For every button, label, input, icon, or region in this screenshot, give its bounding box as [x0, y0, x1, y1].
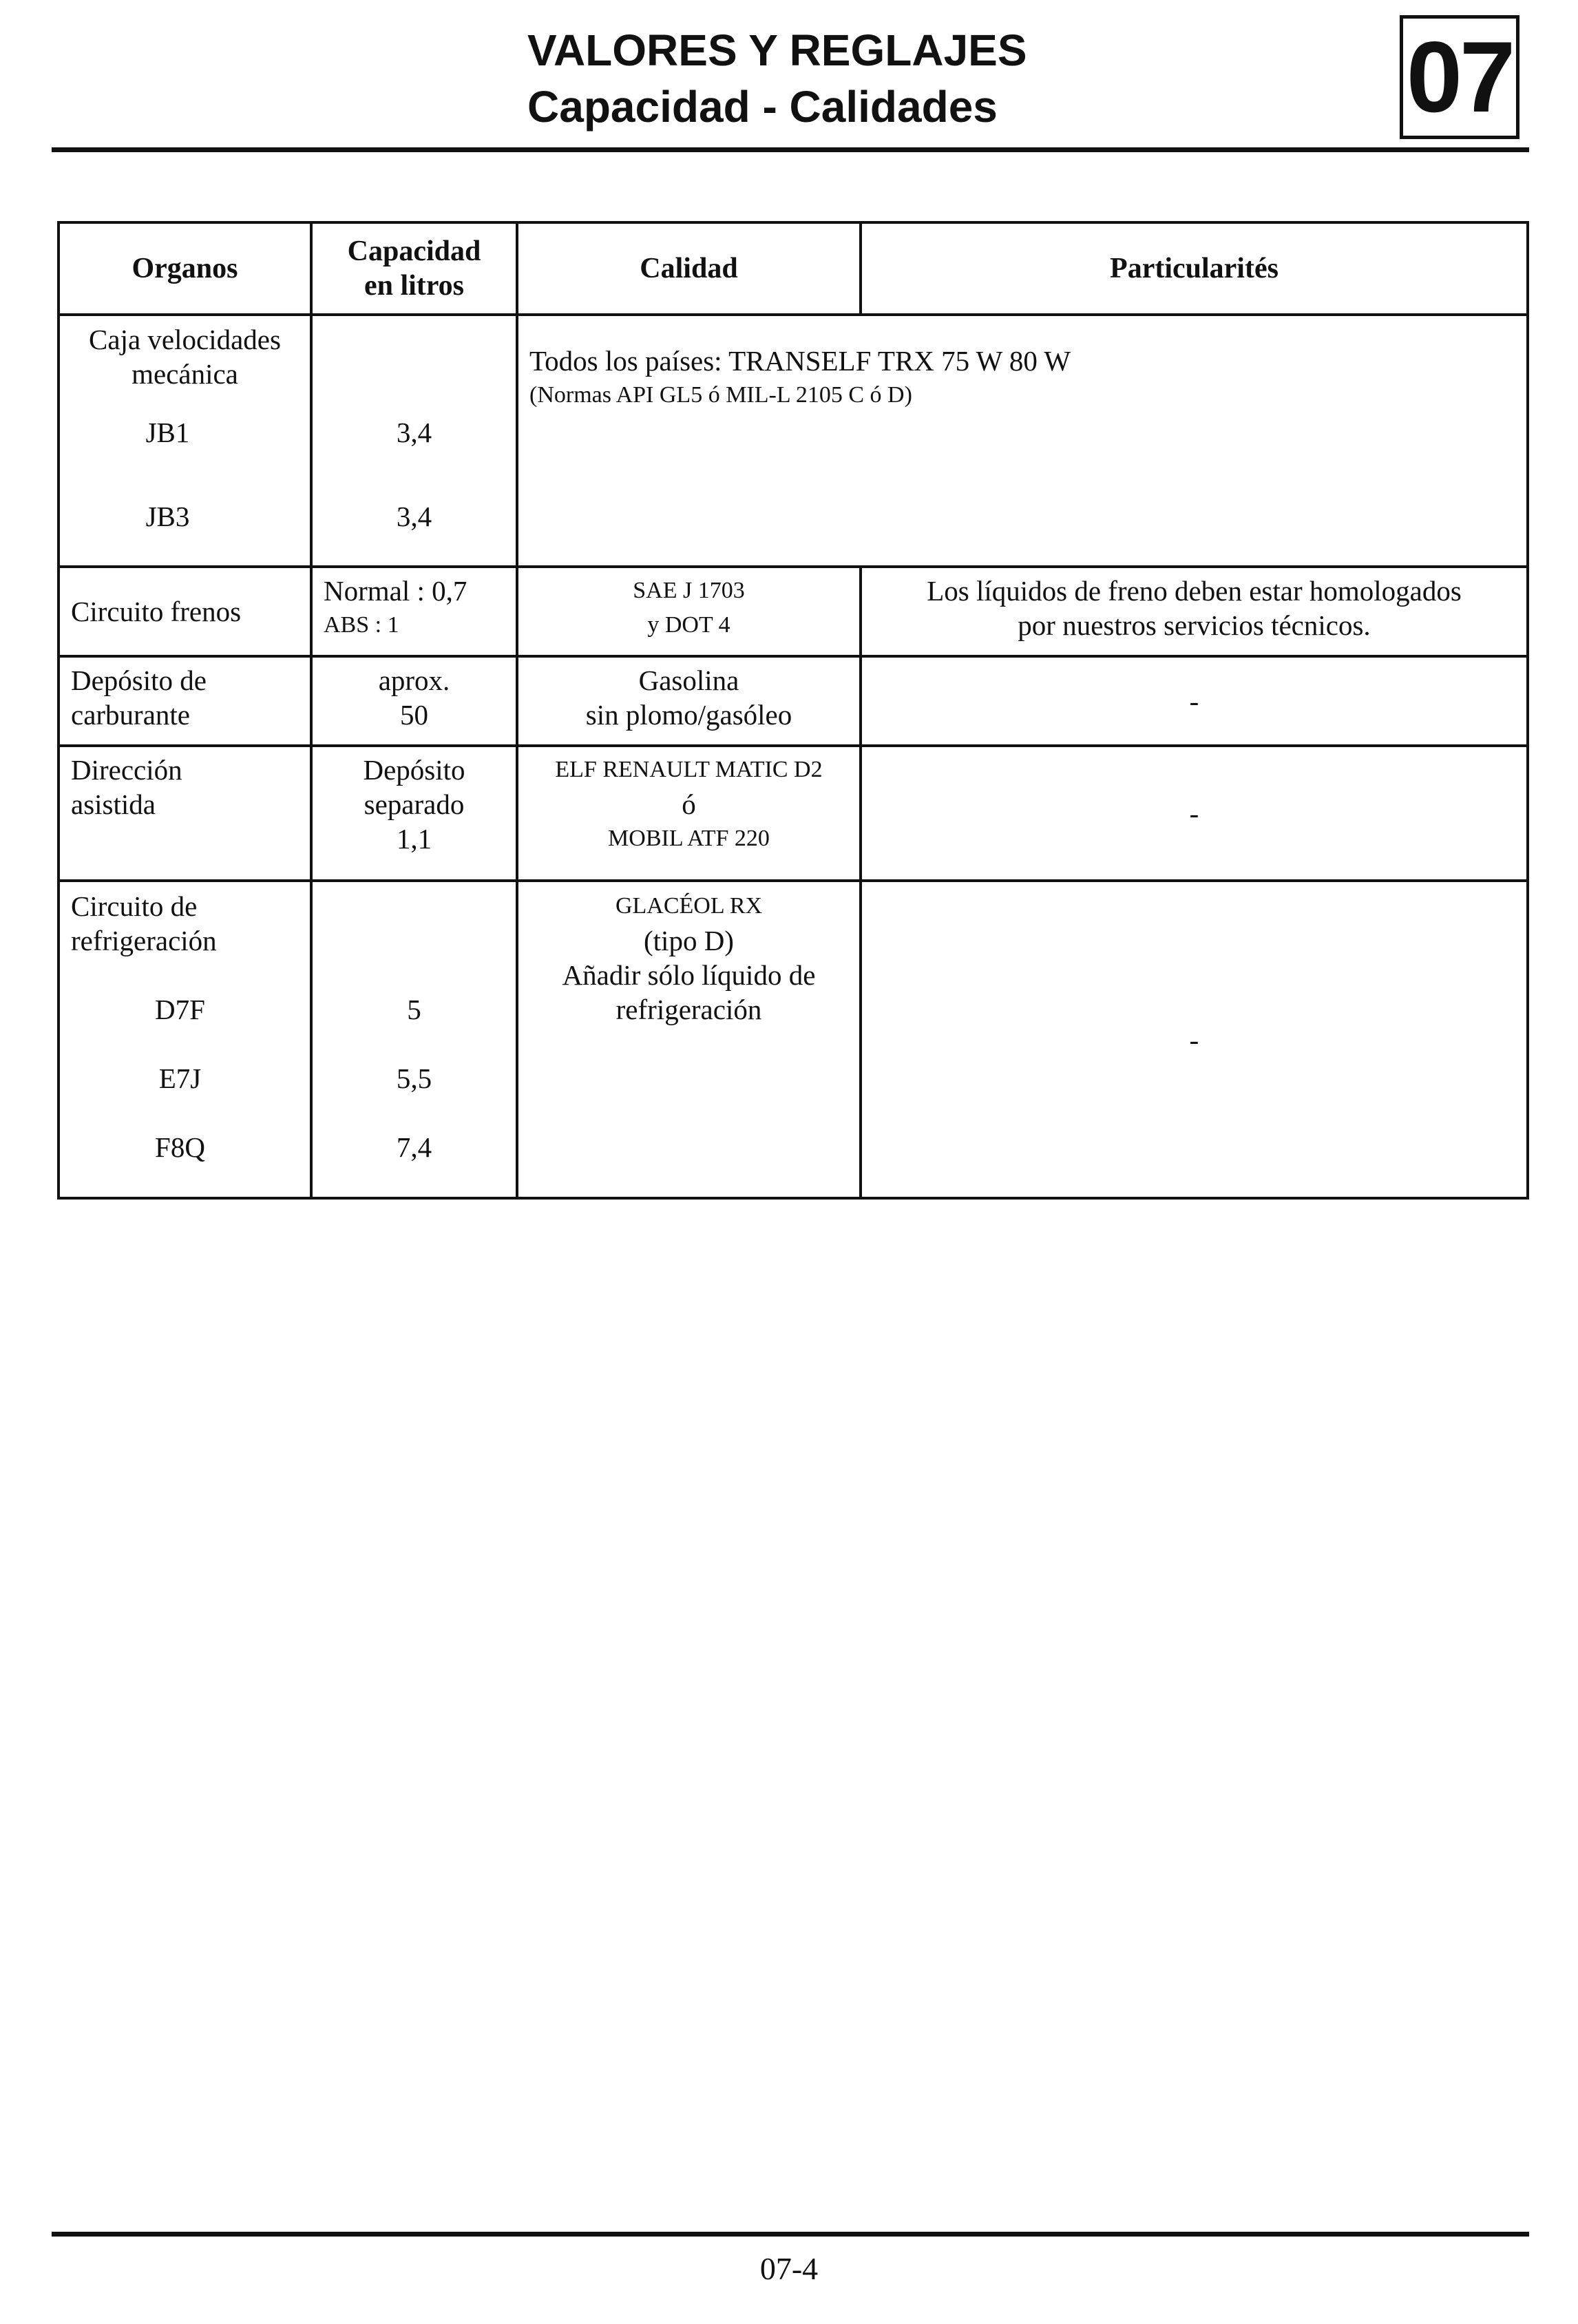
page-title — [527, 22, 1027, 135]
quality-cell: Gasolina sin plomo/gasóleo — [517, 656, 861, 746]
table-row-cooling — [59, 881, 1528, 1198]
capacity-cell: 3,4 3,4 — [311, 315, 517, 567]
organ-cell: Dirección asistida — [59, 746, 311, 881]
capacities-table — [57, 221, 1529, 1200]
organ-cell: Caja velocidades mecánica JB1 JB3 — [59, 315, 311, 567]
quality-cell: SAE J 1703 y DOT 4 — [517, 567, 861, 656]
note-cell: - — [861, 746, 1528, 881]
variant-d7f: D7F — [155, 994, 205, 1025]
col-header-capacidad: Capacidad en litros — [311, 222, 517, 315]
variant-f8q: F8Q — [155, 1131, 205, 1163]
note-cell: Los líquidos de freno deben estar homologados por nuestros servicios técnicos. — [861, 567, 1528, 656]
col-header-calidad: Calidad — [517, 222, 861, 315]
capacity-cell: 5 5,5 7,4 — [311, 881, 517, 1198]
table-row-steering — [59, 746, 1528, 881]
organ-cell: Depósito de carburante — [59, 656, 311, 746]
organ-cell: Circuito frenos — [59, 567, 311, 656]
note-cell: - — [861, 656, 1528, 746]
quality-cell: GLACÉOL RX (tipo D) Añadir sólo líquido de refrigeración — [517, 881, 861, 1198]
footer-rule — [52, 2232, 1529, 2237]
table-header-row — [59, 222, 1528, 315]
capacity-cell: Normal : 0,7 ABS : 1 — [311, 567, 517, 656]
table-row-brakes — [59, 567, 1528, 656]
quality-cell: ELF RENAULT MATIC D2 ó MOBIL ATF 220 — [517, 746, 861, 881]
quality-cell: Todos los países: TRANSELF TRX 75 W 80 W (Normas API GL5 ó MIL-L 2105 C ó D) — [517, 315, 1528, 567]
title-line-1: VALORES Y REGLAJES — [527, 25, 1027, 75]
capacity-cell: aprox. 50 — [311, 656, 517, 746]
table-row-fuel — [59, 656, 1528, 746]
header-rule — [52, 147, 1529, 152]
variant-jb1: JB1 — [145, 417, 190, 448]
organ-cell: Circuito de refrigeración D7F E7J F8Q — [59, 881, 311, 1198]
section-number-badge: 07 — [1400, 15, 1519, 139]
table-row-gearbox — [59, 315, 1528, 567]
variant-e7j: E7J — [158, 1062, 202, 1094]
variant-jb3: JB3 — [145, 501, 190, 532]
col-header-organos: Organos — [59, 222, 311, 315]
note-cell: - — [861, 881, 1528, 1198]
title-line-2: Capacidad - Calidades — [527, 82, 998, 132]
capacity-cell: Depósito separado 1,1 — [311, 746, 517, 881]
page-number: 07-4 — [759, 2251, 819, 2286]
col-header-particularites: Particularités — [861, 222, 1528, 315]
